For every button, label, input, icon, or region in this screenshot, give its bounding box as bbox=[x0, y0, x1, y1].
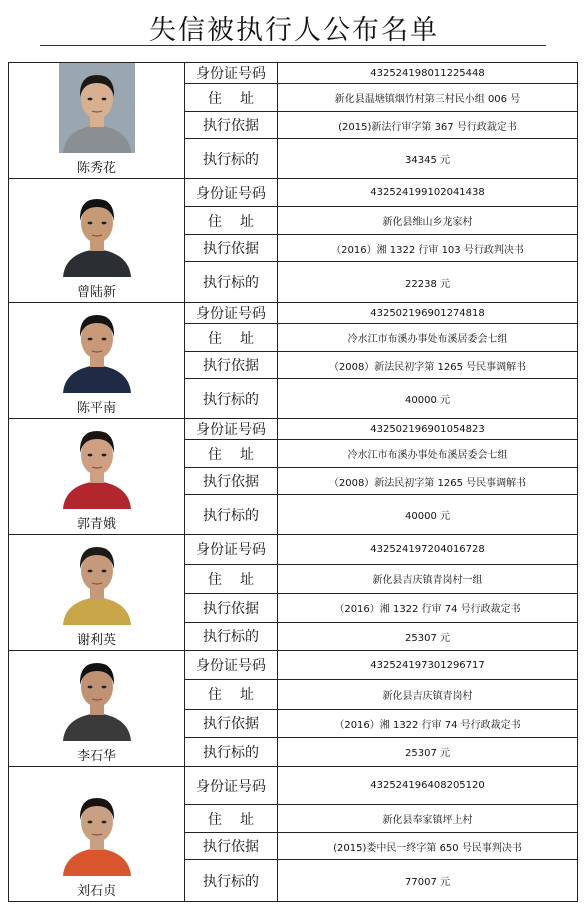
field-label-id-number: 身份证号码 bbox=[185, 651, 278, 680]
field-value-amount: 25307 元 bbox=[278, 622, 578, 651]
person-photo-cell bbox=[9, 63, 185, 179]
field-label-address: 住址 bbox=[185, 440, 278, 468]
person-name: 郭青娥 bbox=[76, 517, 116, 532]
person-photo-cell bbox=[9, 767, 185, 902]
field-value-address: 冷水江市布溪办事处布溪居委会七组 bbox=[278, 440, 578, 468]
field-label-basis: 执行依据 bbox=[185, 235, 278, 262]
field-value-id-number: 432524198011225448 bbox=[278, 63, 578, 84]
field-label-address: 住址 bbox=[185, 805, 278, 833]
field-label-amount: 执行标的 bbox=[185, 139, 278, 179]
field-value-basis: （2008）新法民初字第 1265 号民事调解书 bbox=[278, 468, 578, 495]
field-value-address: 新化县维山乡龙家村 bbox=[278, 207, 578, 235]
field-value-amount: 34345 元 bbox=[278, 139, 578, 179]
field-label-id-number: 身份证号码 bbox=[185, 419, 278, 440]
person-photo bbox=[59, 786, 135, 876]
record-row bbox=[9, 303, 578, 324]
field-label-amount: 执行标的 bbox=[185, 379, 278, 419]
field-label-address: 住址 bbox=[185, 84, 278, 112]
record-row bbox=[9, 535, 578, 565]
person-photo-cell bbox=[9, 179, 185, 303]
field-value-basis: （2016）湘 1322 行审 74 号行政裁定书 bbox=[278, 709, 578, 737]
field-label-address: 住址 bbox=[185, 324, 278, 352]
person-name: 刘石贞 bbox=[76, 884, 116, 899]
field-value-amount: 25307 元 bbox=[278, 737, 578, 766]
field-value-basis: （2016）湘 1322 行审 103 号行政判决书 bbox=[278, 235, 578, 262]
field-label-amount: 执行标的 bbox=[185, 622, 278, 651]
field-value-id-number: 432502196901054823 bbox=[278, 419, 578, 440]
person-photo-cell bbox=[9, 303, 185, 419]
person-photo-cell bbox=[9, 419, 185, 535]
record-row bbox=[9, 767, 578, 805]
person-photo bbox=[59, 187, 135, 277]
field-label-basis: 执行依据 bbox=[185, 709, 278, 737]
record-row bbox=[9, 63, 578, 84]
person-photo bbox=[59, 535, 135, 625]
person-name: 陈秀花 bbox=[76, 161, 116, 176]
person-name: 陈平南 bbox=[76, 401, 116, 416]
field-value-basis: （2008）新法民初字第 1265 号民事调解书 bbox=[278, 352, 578, 379]
title-underline bbox=[40, 45, 546, 46]
field-value-amount: 77007 元 bbox=[278, 860, 578, 902]
field-value-basis: （2016）湘 1322 行审 74 号行政裁定书 bbox=[278, 594, 578, 622]
field-label-amount: 执行标的 bbox=[185, 737, 278, 766]
field-label-id-number: 身份证号码 bbox=[185, 303, 278, 324]
field-label-address: 住址 bbox=[185, 207, 278, 235]
field-value-address: 冷水江市布溪办事处布溪居委会七组 bbox=[278, 324, 578, 352]
field-label-basis: 执行依据 bbox=[185, 352, 278, 379]
person-photo bbox=[59, 419, 135, 509]
field-value-basis: (2015)新法行审字第 367 号行政裁定书 bbox=[278, 112, 578, 139]
page-title: 失信被执行人公布名单 bbox=[149, 15, 439, 46]
field-value-amount: 40000 元 bbox=[278, 379, 578, 419]
field-value-basis: (2015)娄中民一终字第 650 号民事判决书 bbox=[278, 833, 578, 860]
field-value-address: 新化县吉庆镇青岗村一组 bbox=[278, 564, 578, 594]
person-photo bbox=[59, 303, 135, 393]
person-name: 谢利英 bbox=[76, 633, 116, 648]
field-label-amount: 执行标的 bbox=[185, 262, 278, 303]
field-value-id-number: 432524197204016728 bbox=[278, 535, 578, 565]
field-value-address: 新化县吉庆镇青岗村 bbox=[278, 680, 578, 709]
field-value-address: 新化县奉家镇坪上村 bbox=[278, 805, 578, 833]
person-photo bbox=[59, 651, 135, 741]
field-value-id-number: 432524197301296717 bbox=[278, 651, 578, 680]
roster-table bbox=[8, 62, 578, 902]
field-value-address: 新化县温塘镇烟竹村第三村民小组 006 号 bbox=[278, 84, 578, 112]
person-photo-cell bbox=[9, 651, 185, 767]
person-photo-cell bbox=[9, 535, 185, 651]
person-name: 李石华 bbox=[76, 749, 116, 764]
field-label-amount: 执行标的 bbox=[185, 495, 278, 535]
field-value-amount: 40000 元 bbox=[278, 495, 578, 535]
record-row bbox=[9, 179, 578, 207]
field-label-id-number: 身份证号码 bbox=[185, 767, 278, 805]
field-value-id-number: 432502196901274818 bbox=[278, 303, 578, 324]
record-row bbox=[9, 419, 578, 440]
field-label-basis: 执行依据 bbox=[185, 112, 278, 139]
field-label-address: 住址 bbox=[185, 564, 278, 594]
field-label-basis: 执行依据 bbox=[185, 833, 278, 860]
field-label-address: 住址 bbox=[185, 680, 278, 709]
field-value-id-number: 432524196408205120 bbox=[278, 767, 578, 805]
field-label-id-number: 身份证号码 bbox=[185, 63, 278, 84]
field-label-basis: 执行依据 bbox=[185, 594, 278, 622]
field-label-basis: 执行依据 bbox=[185, 468, 278, 495]
field-label-id-number: 身份证号码 bbox=[185, 535, 278, 565]
field-label-id-number: 身份证号码 bbox=[185, 179, 278, 207]
person-name: 曾陆新 bbox=[76, 285, 116, 300]
person-photo bbox=[59, 63, 135, 153]
field-label-amount: 执行标的 bbox=[185, 860, 278, 902]
record-row bbox=[9, 651, 578, 680]
field-value-amount: 22238 元 bbox=[278, 262, 578, 303]
field-value-id-number: 432524199102041438 bbox=[278, 179, 578, 207]
